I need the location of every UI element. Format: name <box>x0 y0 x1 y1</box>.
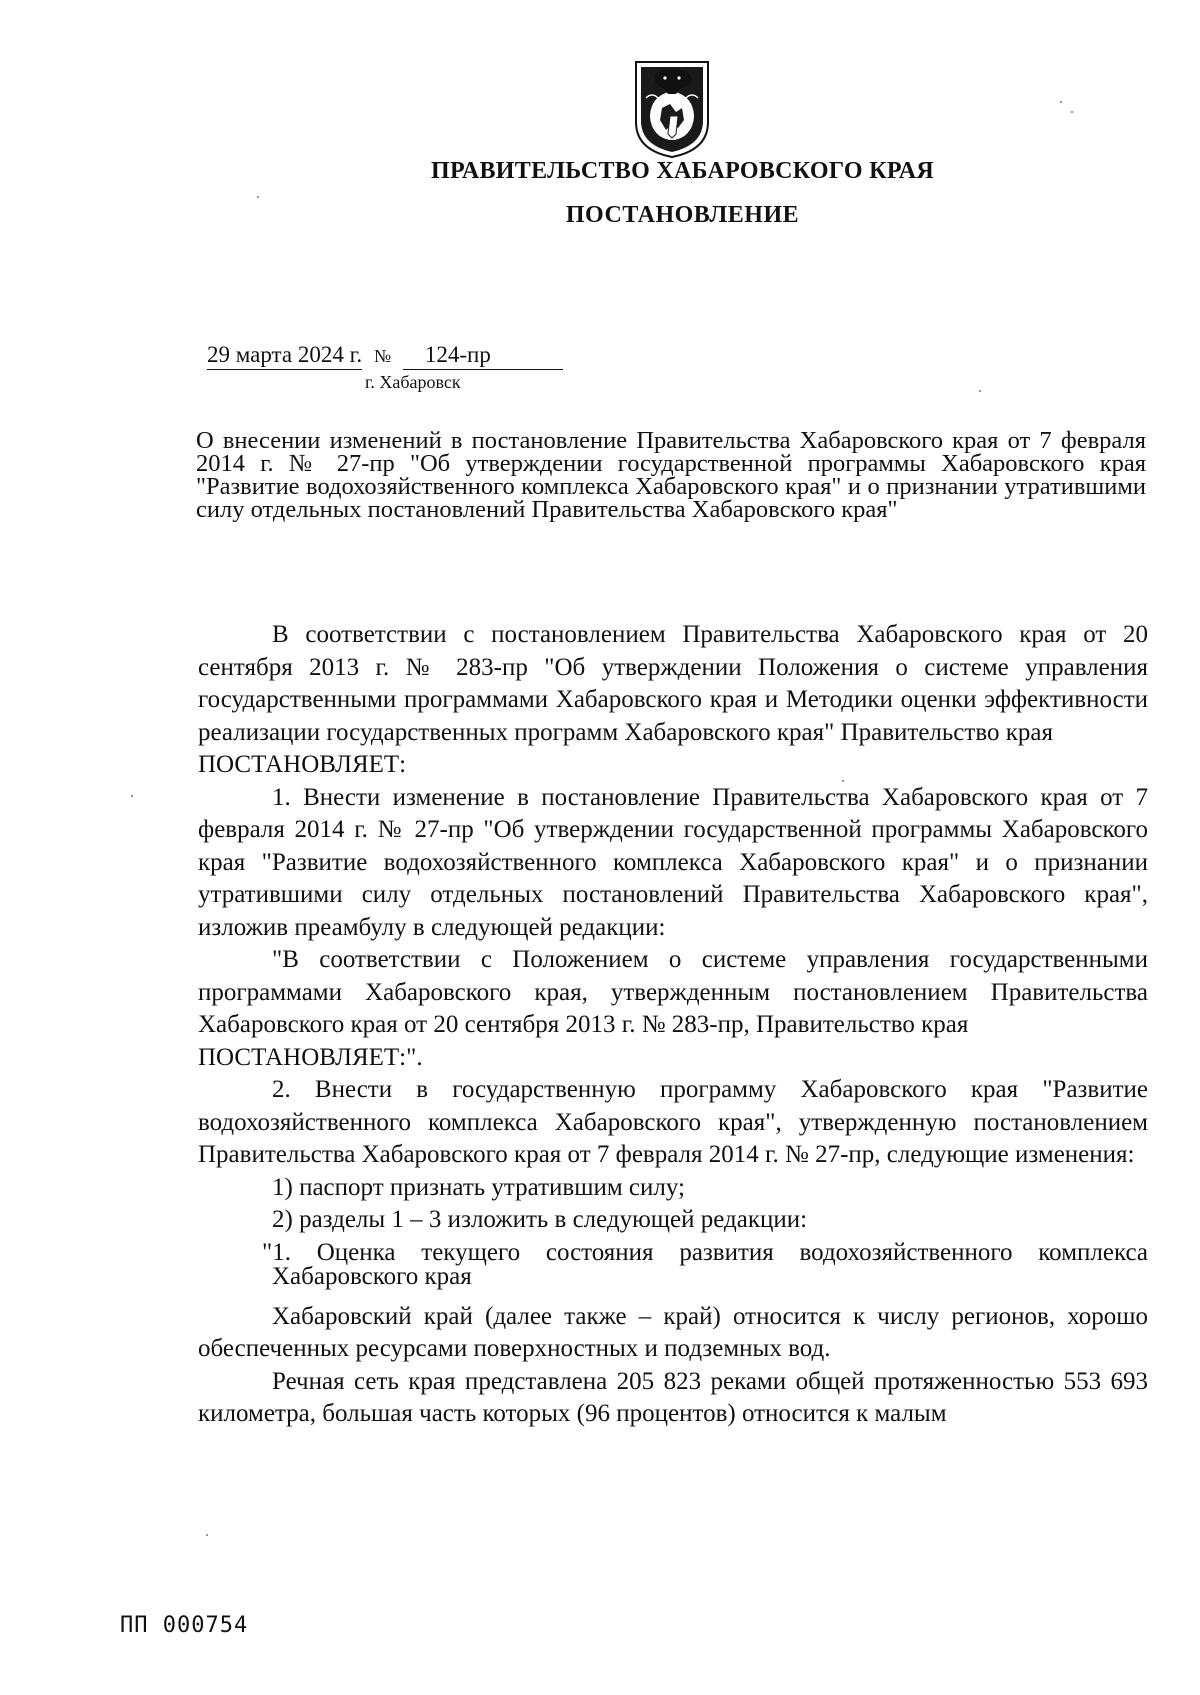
document-date: 29 марта 2024 г. <box>207 342 362 370</box>
document-type: ПОСТАНОВЛЕНИЕ <box>565 202 800 228</box>
scan-speck <box>842 780 844 782</box>
preamble-paragraph: В соответствии с постановлением Правительства Хабаровского края от 20 сентября 2013 г. № 283-пр "Об утверждении Положения о системе управления государственными программами Хабаровского края и Методики оценки эффективности реализации государственных программ Хабаровского края" Правительство края <box>198 621 1148 746</box>
item-1-paragraph: 1. Внести изменение в постановление Правительства Хабаровского края от 7 февраля 2014 г. № 27-пр "Об утверждении государственной программы Хабаровского края "Развитие водохозяйственного комплекса Хабаровского края" и о признании утратившими силу отдельных постановлений Правительства Хабаровского края", изложив преамбулу в следующей редакции: <box>198 783 1148 941</box>
scan-speck <box>206 1534 208 1536</box>
scan-speck <box>979 390 981 392</box>
document-body <box>198 619 1148 1431</box>
document-number-value: 124-пр <box>424 342 491 367</box>
number-sign: № <box>373 346 392 366</box>
sub-item-2: 2) разделы 1 – 3 изложить в следующей редакции: <box>272 1206 808 1233</box>
scan-speck <box>131 795 133 797</box>
scan-speck <box>1071 111 1073 113</box>
resolves-heading: ПОСТАНОВЛЯЕТ: <box>198 751 407 778</box>
scan-speck <box>257 196 259 198</box>
scan-speck <box>1060 101 1062 103</box>
khabarovsk-coat-of-arms-icon <box>632 58 712 160</box>
document-subject: О внесении изменений в постановление Правительства Хабаровского края от 7 февраля 2014 г. № 27-пр "Об утверждении государственной программы Хабаровского края "Развитие водохозяйственного комплекса Хабаровского края" и о признании утратившими силу отдельных постановлений Правительства Хабаровского края" <box>196 427 1146 523</box>
registration-line <box>207 342 563 370</box>
government-title: ПРАВИТЕЛЬСТВО ХАБАРОВСКОГО КРАЯ <box>431 158 934 184</box>
section-1-title: "1. Оценка текущего состояния развития водохозяйственного комплекса Хабаровского края <box>262 1238 1148 1290</box>
form-code: ПП 000754 <box>120 1613 249 1638</box>
section-1-paragraph-1: Хабаровский край (далее также – край) относится к числу регионов, хорошо обеспеченных ресурсами поверхностных и подземных вод. <box>198 1302 1148 1362</box>
item-2-paragraph: 2. Внести в государственную программу Хабаровского края "Развитие водохозяйственного комплекса Хабаровского края", утвержденную постановлением Правительства Хабаровского края от 7 февраля 2014 г. № 27-пр, следующие изменения: <box>198 1076 1148 1168</box>
city: г. Хабаровск <box>365 372 461 392</box>
sub-item-1: 1) паспорт признать утратившим силу; <box>272 1173 685 1201</box>
quoted-preamble-paragraph: "В соответствии с Положением о системе управления государственными программами Хабаровского края, утвержденным постановлением Правительства Хабаровского края от 20 сентября 2013 г. № 283-пр, Правительство края <box>198 946 1148 1038</box>
section-1-paragraph-2: Речная сеть края представлена 205 823 реками общей протяженностью 553 693 километра, большая часть которых (96 процентов) относится к малым <box>198 1367 1148 1427</box>
quoted-resolves-heading: ПОСТАНОВЛЯЕТ:". <box>198 1043 423 1071</box>
document-number <box>403 342 563 370</box>
